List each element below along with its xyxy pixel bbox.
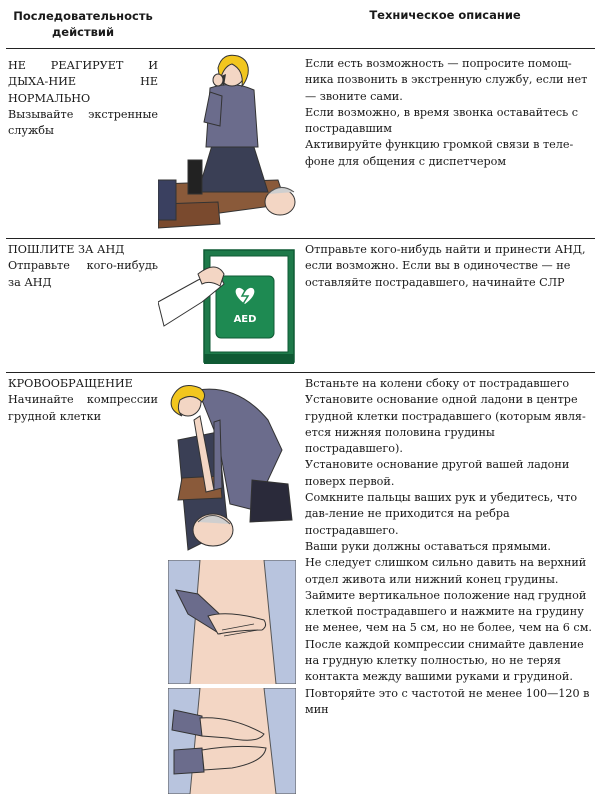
header-col-description: Техническое описание [369,8,521,22]
header-divider [6,48,595,49]
description-line: Если есть возможность — попросите помощ-ника позвонить в экстренную службу, если нет — звоните сами. [305,57,588,103]
description-line: Не следует слишком сильно давить на верхний отдел живота или нижний конец грудины. [305,556,587,586]
description-line: Встаньте на колени сбоку от пострадавшего [305,377,570,390]
interlocked-hands-illustration [168,688,296,794]
table-row [0,374,601,794]
step-action: Отправьте кого-нибудь за АНД [8,259,158,289]
row-action-cell [8,376,158,425]
header-col-actions: Последовательность действий [13,9,153,39]
caller-with-victim-illustration [158,52,298,236]
table-row [0,240,601,370]
row-description-cell [305,242,593,291]
aed-cabinet-illustration [158,244,298,368]
description-line: Ваши руки должны оставаться прямыми. [305,539,551,553]
step-title: ПОШЛИТЕ ЗА АНД [8,243,125,256]
step-title: НЕ РЕАГИРУЕТ И ДЫХА-НИЕ НЕ НОРМАЛЬНО [8,59,158,105]
description-line: Установите основание одной ладони в центре грудной клетки пострадавшего (которым явля-ется нижняя половина грудины пострадавшего). [305,393,586,456]
step-action: Вызывайте экстренные службы [8,107,158,138]
hand-placement-illustration [168,560,296,684]
description-line: Сомкните пальцы ваших рук и убедитесь, что дав-ление не приходится на ребра пострадавшего. [305,491,578,537]
aed-label: AED [233,314,257,325]
description-line: Установите основание другой вашей ладони поверх первой. [305,458,570,488]
description-line: После каждой компрессии снимайте давление на грудную клетку полностью, но не теряя контакта между вашими руками и грудиной. [305,637,584,684]
description-line: Займите вертикальное положение над грудной клеткой пострадавшего и нажмите на грудину не менее, чем на 5 см, но не более, чем на 6 см. [305,588,592,635]
step-action: Начинайте компрессии грудной клетки [8,393,158,423]
table-row [0,52,601,238]
row-action-cell [8,58,158,139]
row-description-cell [305,56,593,170]
description-line: Отправьте кого-нибудь найти и принести АНД, если возможно. Если вы в одиночестве — не оставляйте пострадавшего, начинайте СЛР [305,243,586,289]
description-line: Активируйте функцию громкой связи в теле-фоне для общения с диспетчером [305,138,574,168]
row-action-cell [8,242,158,291]
table-header [0,0,601,48]
description-line: Повторяйте это с частотой не менее 100—120 в мин [305,686,590,716]
step-title: КРОВООБРАЩЕНИЕ [8,377,133,390]
cpr-position-illustration [158,380,298,556]
description-line: Если возможно, в время звонка оставайтесь с пострадавшим [305,105,579,136]
row-description-cell [305,376,593,718]
